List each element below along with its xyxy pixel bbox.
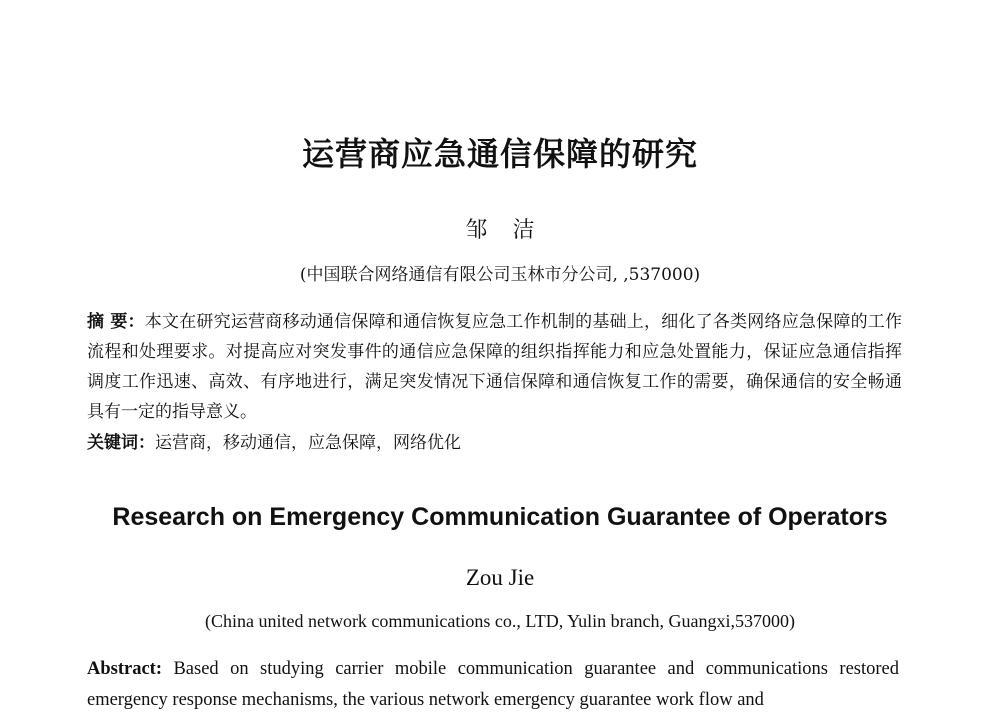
- chinese-abstract-label: 摘 要：: [87, 312, 145, 332]
- chinese-keywords-text: 运营商，移动通信，应急保障，网络优化: [155, 433, 461, 453]
- chinese-affiliation: (中国联合网络通信有限公司玉林市分公司, ,537000): [299, 265, 701, 285]
- chinese-author: 邹 洁: [465, 218, 535, 243]
- english-title: Research on Emergency Communication Guarantee of Operators: [112, 503, 888, 531]
- chinese-title: 运营商应急通信保障的研究: [301, 135, 698, 173]
- english-abstract-label: Abstract:: [87, 659, 163, 679]
- english-abstract-text: Based on studying carrier mobile communication guarantee and communications restored emergency response mechanisms, the various network emergency guarantee work flow and: [87, 659, 899, 710]
- english-author: Zou Jie: [465, 565, 535, 590]
- chinese-keywords-label: 关键词：: [87, 433, 155, 453]
- english-affiliation: (China united network communications co., LTD, Yulin branch, Guangxi,537000): [204, 611, 796, 631]
- english-abstract: [87, 654, 899, 716]
- chinese-keywords: [87, 428, 902, 458]
- chinese-abstract-text: 本文在研究运营商移动通信保障和通信恢复应急工作机制的基础上，细化了各类网络应急保障的工作流程和处理要求。对提高应对突发事件的通信应急保障的组织指挥能力和应急处置能力，保证应急通信指挥调度工作迅速、高效、有序地进行，满足突发情况下通信保障和通信恢复工作的需要，确保通信的安全畅通具有一定的指导意义。: [87, 312, 902, 422]
- chinese-abstract: [87, 307, 902, 427]
